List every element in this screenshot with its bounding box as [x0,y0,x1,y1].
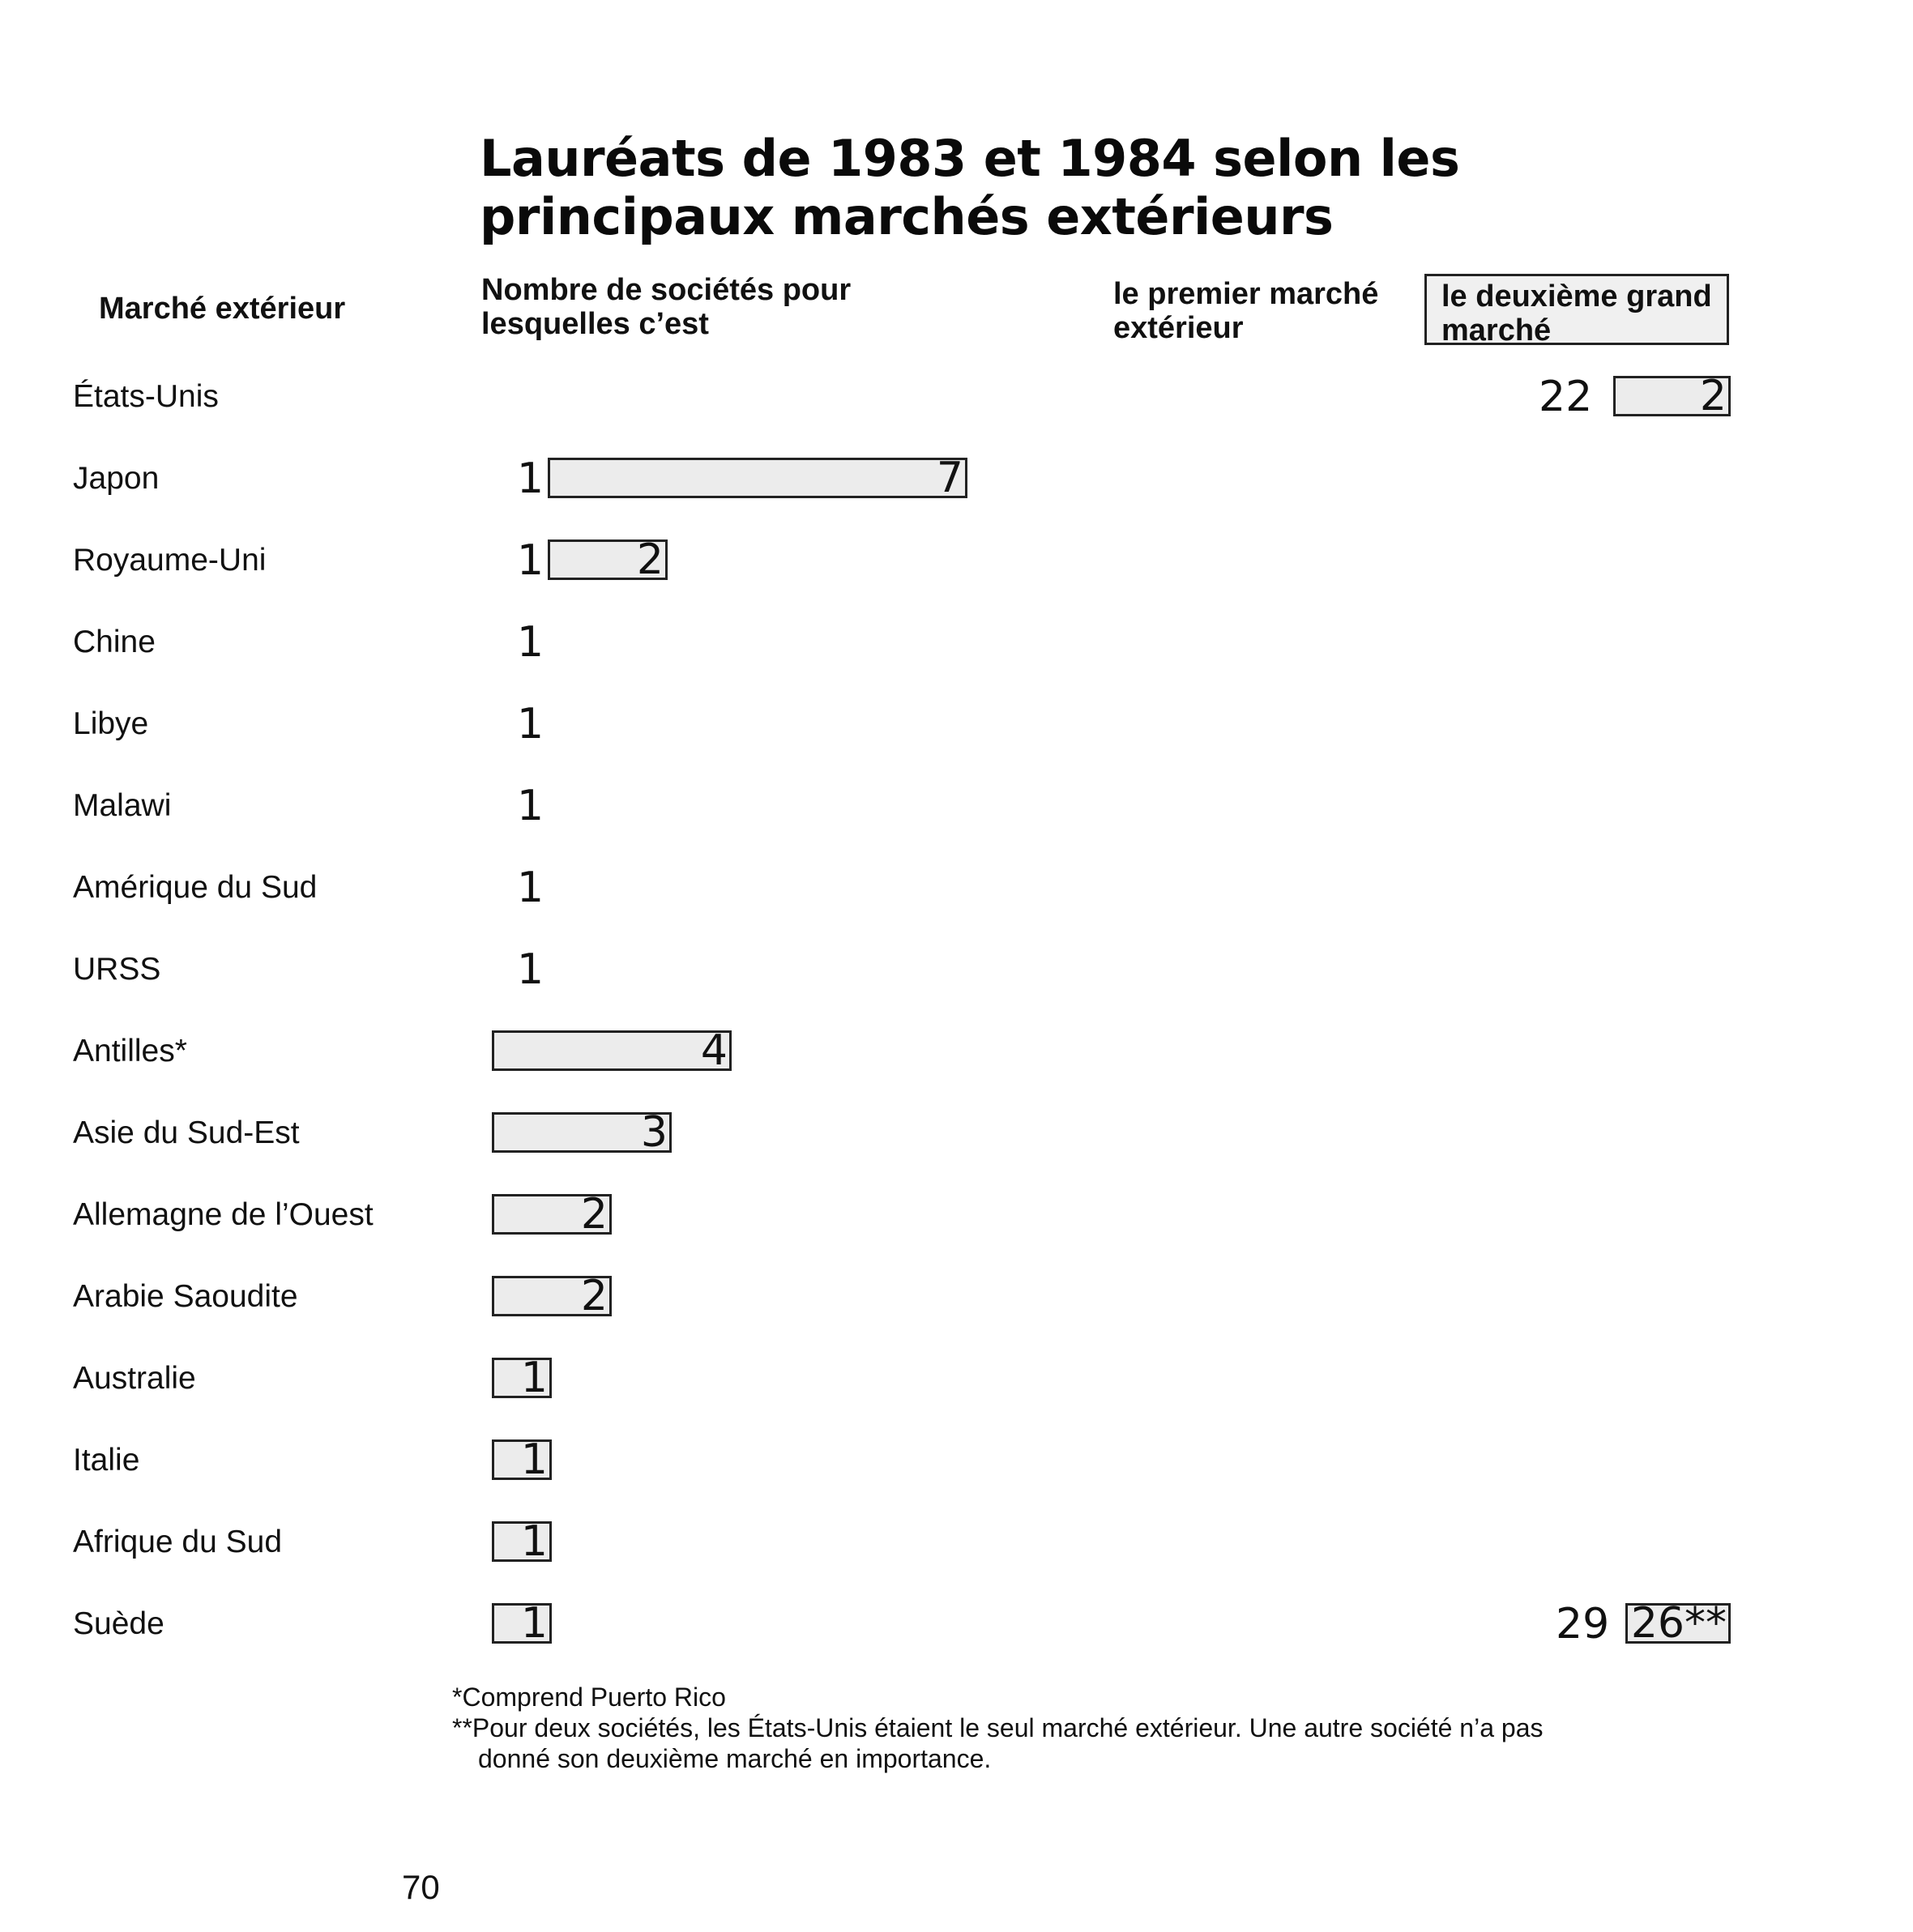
market-label: Amérique du Sud [73,870,318,905]
second-header-line-2: marché [1441,313,1552,348]
first-header-line-1: le premier marché [1113,277,1379,311]
first-market-value: 1 [517,454,544,503]
market-label: Malawi [73,788,172,823]
first-market-value: 1 [517,700,544,748]
second-market-bar [1613,372,1731,420]
second-market-value: 2 [1699,372,1727,420]
second-market-bar [492,1354,552,1402]
count-column-header [481,273,851,341]
market-label: Arabie Saoudite [73,1279,298,1314]
first-market-total: 29 [1556,1600,1610,1648]
second-market-value: 1 [520,1435,548,1484]
second-market-total-box [1625,1599,1731,1648]
second-header-line-1: le deuxième grand [1441,279,1712,313]
page-number: 70 [402,1868,440,1906]
first-market-value: 1 [517,945,544,994]
second-market-value: 2 [580,1272,608,1320]
first-market-value: 22 [1539,373,1593,421]
market-label: Libye [73,706,149,741]
second-market-bar [492,1190,612,1239]
first-market-value: 1 [517,864,544,912]
page-title [480,130,1459,246]
second-market-total: 26** [1630,1599,1727,1648]
second-market-value: 3 [640,1108,668,1157]
market-label: Royaume-Uni [73,543,267,578]
first-market-header [1113,277,1378,345]
second-market-bar [492,1517,552,1566]
first-market-value: 1 [517,618,544,667]
first-market-value: 1 [517,782,544,830]
market-label: États-Unis [73,379,219,414]
second-market-value: 1 [520,1517,548,1566]
market-label: Australie [73,1361,196,1396]
footnote-1: *Comprend Puerto Rico [452,1683,726,1712]
second-market-value: 1 [520,1354,548,1402]
second-market-value: 7 [936,454,963,502]
first-header-line-2: extérieur [1113,311,1244,345]
market-label: Afrique du Sud [73,1525,283,1559]
market-label: Suède [73,1606,164,1641]
second-market-value: 2 [580,1190,608,1239]
market-label: Chine [73,625,156,659]
second-market-value: 1 [520,1599,548,1648]
market-column-header: Marché extérieur [99,292,346,326]
market-label: Asie du Sud-Est [73,1115,300,1150]
second-market-bar [548,535,668,584]
market-label: Antilles* [73,1034,187,1068]
market-label: Italie [73,1443,140,1478]
footnotes [452,1682,1543,1774]
second-market-value: 2 [636,535,664,584]
second-market-legend [1424,274,1729,348]
footnote-3: donné son deuxième marché en importance. [478,1744,992,1773]
first-market-value: 1 [517,536,544,585]
second-market-bar [492,1026,732,1075]
footnote-2: **Pour deux sociétés, les États-Unis étaient le seul marché extérieur. Une autre société n’a pas [452,1713,1544,1742]
second-market-bar [492,1599,552,1648]
title-line-2: principaux marchés extérieurs [480,187,1334,246]
second-market-bar [548,454,967,502]
market-label: Allemagne de l’Ouest [73,1197,374,1232]
second-market-value: 4 [700,1026,728,1075]
title-line-1: Lauréats de 1983 et 1984 selon les [480,129,1460,188]
second-market-bar [492,1108,672,1157]
market-label: Japon [73,461,160,496]
second-market-bar [492,1435,552,1484]
second-market-bar [492,1272,612,1320]
market-label: URSS [73,952,161,987]
count-header-line-1: Nombre de sociétés pour [481,273,852,307]
count-header-line-2: lesquelles c’est [481,307,709,341]
